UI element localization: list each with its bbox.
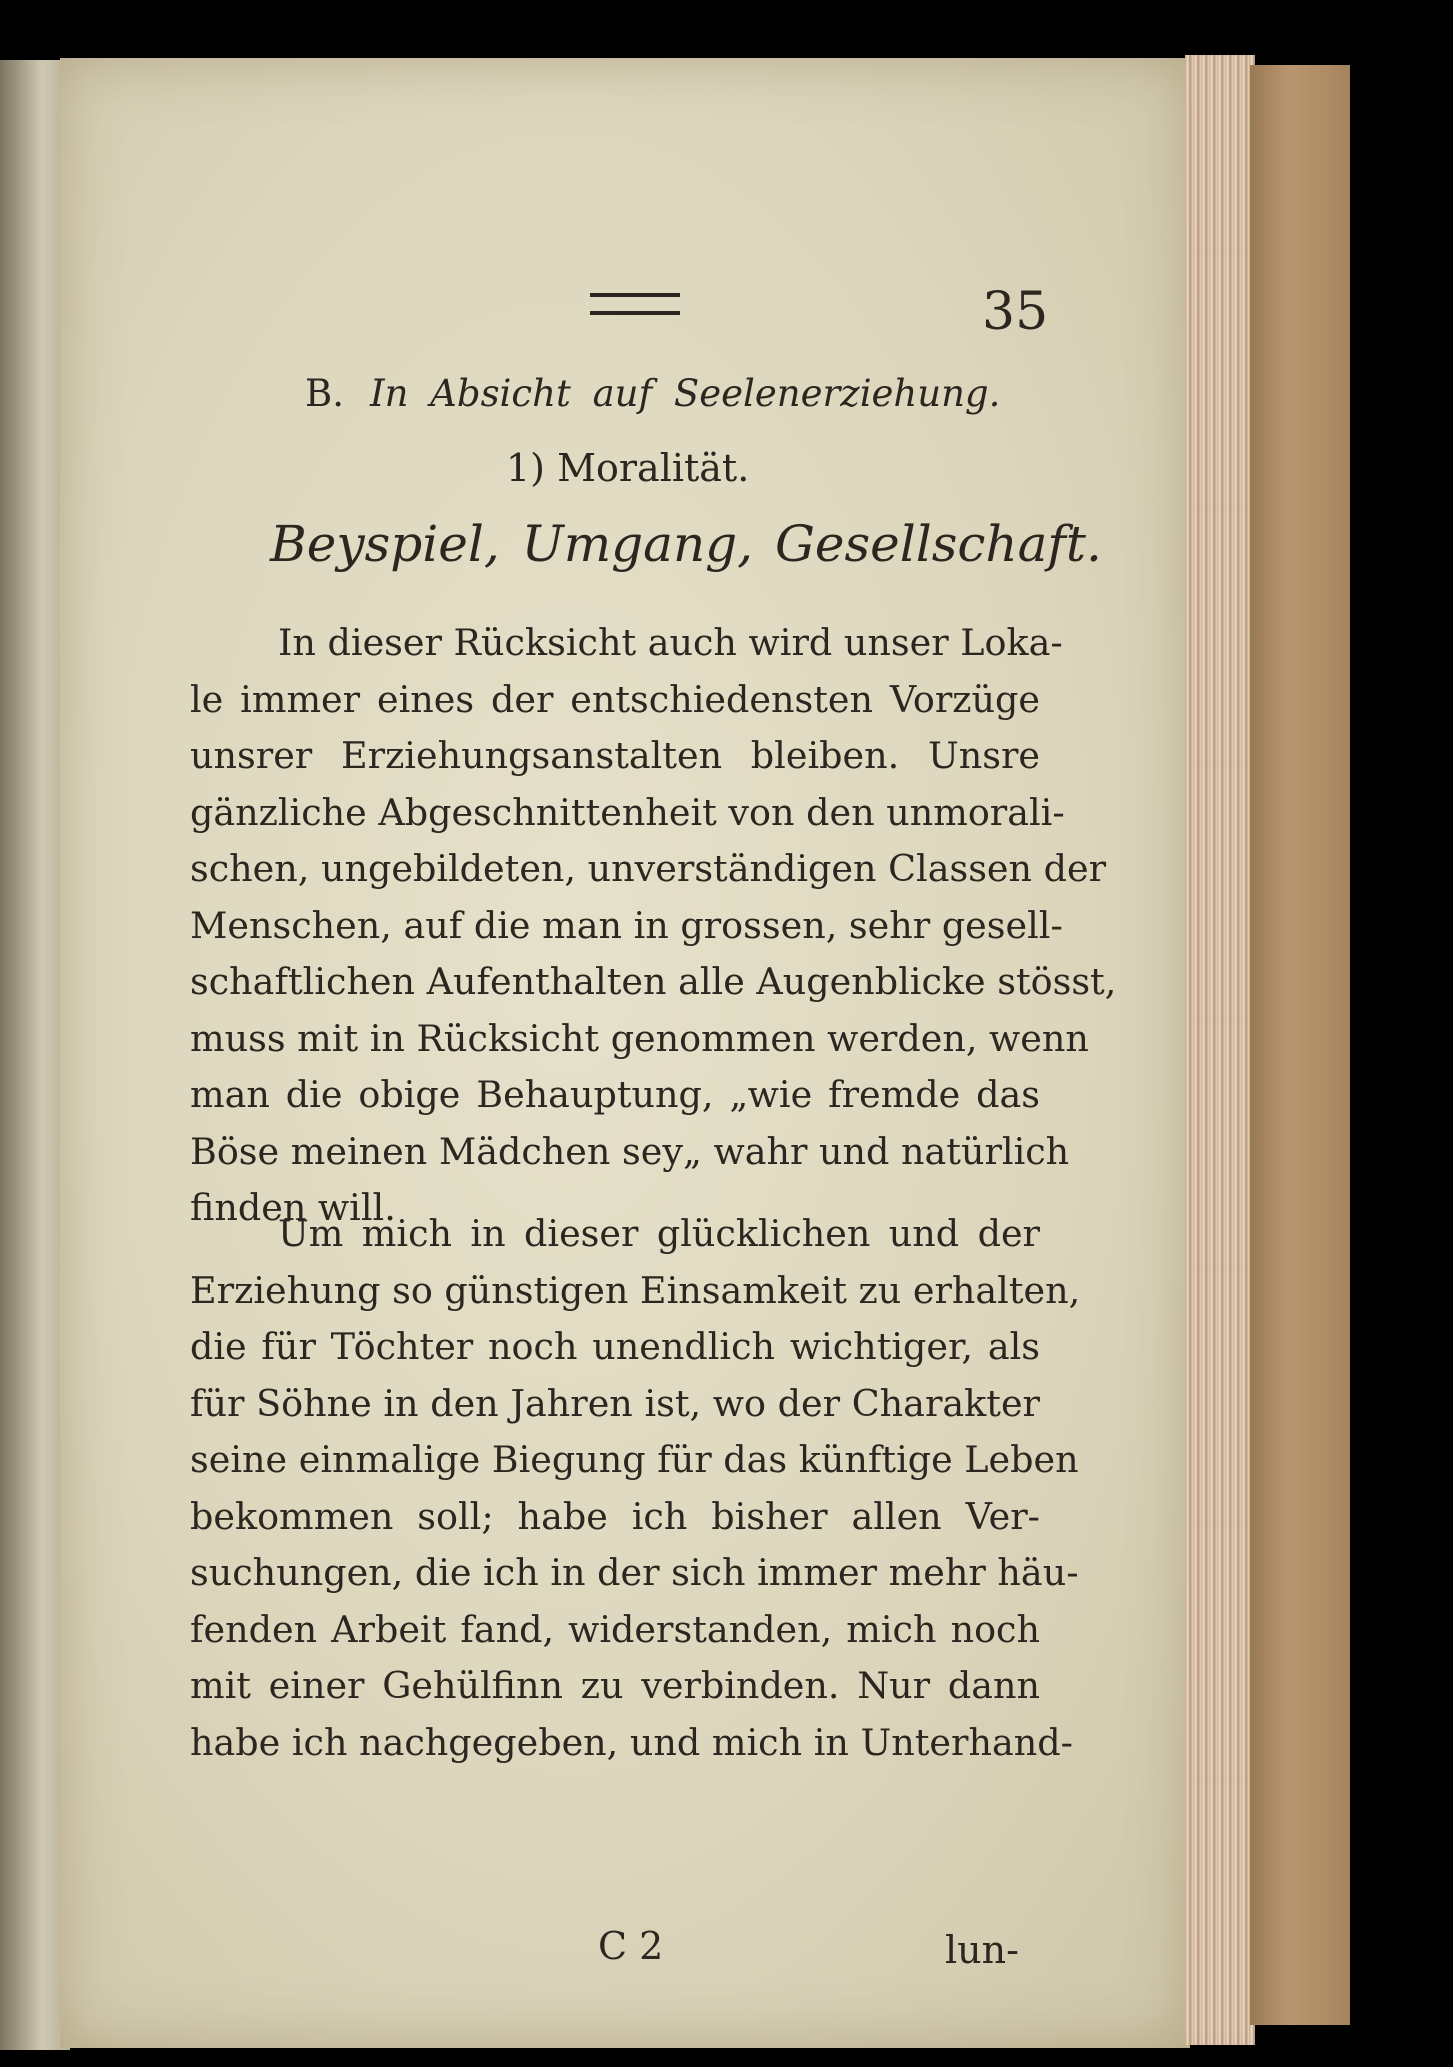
text-line: muss mit in Rücksicht genommen werden, wenn (190, 1016, 1089, 1060)
text-line: suchungen, die ich in der sich immer mehr häu- (190, 1551, 1079, 1594)
text-line: Um mich in dieser glücklichen und der (278, 1212, 1040, 1255)
paragraph-2 (190, 1206, 1081, 1771)
text-line: Böse meinen Mädchen sey„ wahr und natürlich (190, 1129, 1070, 1173)
page-number: 35 (982, 282, 1049, 342)
text-line: seine einmalige Biegung für das künftige Leben (190, 1438, 1079, 1481)
text-line: mit einer Gehülfinn zu verbinden. Nur dann (190, 1664, 1040, 1707)
book-cover-edge (1250, 65, 1350, 2025)
section-letter: B. (305, 372, 344, 415)
text-line: gänzliche Abgeschnittenheit von den unmorali- (190, 790, 1065, 834)
sub-heading: 1) Moralität. (506, 446, 750, 490)
signature-mark: C 2 (598, 1924, 664, 1968)
text-line: le immer eines der entschiedensten Vorzüge (190, 677, 1040, 721)
text-line: Erziehung so günstigen Einsamkeit zu erhalten, (190, 1268, 1081, 1312)
text-line: für Söhne in den Jahren ist, wo der Charakter (190, 1381, 1040, 1425)
text-line: finden will. (190, 1186, 396, 1229)
text-line: Menschen, auf die man in grossen, sehr gesell- (190, 903, 1063, 947)
page-stack-edge (1185, 55, 1255, 2045)
text-line: die für Töchter noch unendlich wichtiger, als (190, 1325, 1040, 1368)
text-line: schaftlichen Aufenthalten alle Augenblicke stösst, (190, 960, 1117, 1003)
text-line: habe ich nachgegeben, und mich in Unterhand- (190, 1720, 1073, 1764)
paragraph-1 (190, 615, 1117, 1237)
text-line: fenden Arbeit fand, widerstanden, mich noch (190, 1607, 1040, 1651)
catchword: lun- (945, 1928, 1019, 1972)
header-rule (590, 293, 680, 315)
text-line: man die obige Behauptung, „wie fremde das (190, 1073, 1040, 1116)
section-title: In Absicht auf Seelenerziehung. (369, 372, 1001, 415)
text-line: unsrer Erziehungsanstalten bleiben. Unsre (190, 734, 1040, 777)
section-heading (305, 372, 1000, 415)
text-line: bekommen soll; habe ich bisher allen Ver- (190, 1494, 1040, 1538)
topic-heading: Beyspiel, Umgang, Gesellschaft. (270, 515, 1102, 573)
text-line: In dieser Rücksicht auch wird unser Loka- (278, 621, 1063, 664)
text-line: schen, ungebildeten, unverständigen Classen der (190, 847, 1107, 890)
